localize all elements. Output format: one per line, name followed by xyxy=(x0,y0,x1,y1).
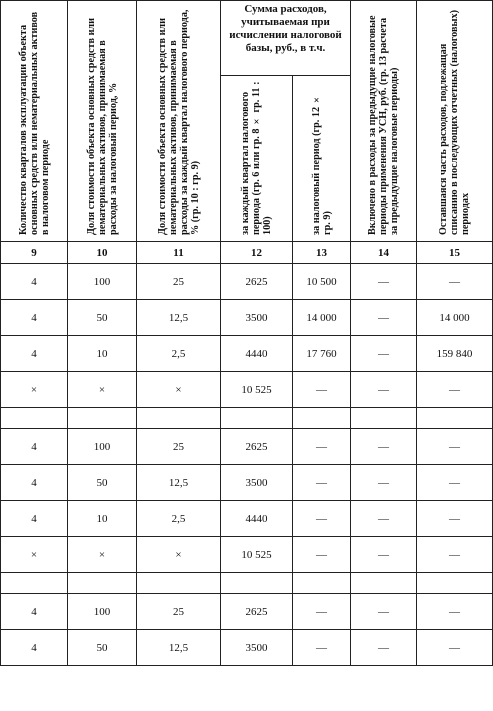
table-cell: 100 xyxy=(68,264,137,300)
table-cell: — xyxy=(351,372,417,408)
table-cell: 4 xyxy=(1,429,68,465)
table-cell: 100 xyxy=(68,594,137,630)
column-number: 13 xyxy=(293,242,351,264)
table-cell: 10 525 xyxy=(221,372,293,408)
table-cell: 3500 xyxy=(221,465,293,501)
column-number: 14 xyxy=(351,242,417,264)
header-col-9 xyxy=(1,1,68,242)
table-cell: 4 xyxy=(1,594,68,630)
header-col-15 xyxy=(417,1,493,242)
table-row xyxy=(1,594,493,630)
table-cell: 12,5 xyxy=(137,300,221,336)
table-cell: — xyxy=(351,465,417,501)
table-cell: 10 525 xyxy=(221,537,293,573)
header-col-11-text: Доля стоимости объекта основных средств или нематериальных активов, принимаемая в расходы за каждый квартал налогового периода, % (гр. 10 : гр. 9) xyxy=(156,9,201,235)
table-cell: — xyxy=(351,537,417,573)
table-cell: 25 xyxy=(137,594,221,630)
column-number-row xyxy=(1,242,493,264)
table-cell xyxy=(417,408,493,429)
header-col-14 xyxy=(351,1,417,242)
table-cell: 12,5 xyxy=(137,630,221,666)
table-cell xyxy=(293,408,351,429)
table-cell: 2625 xyxy=(221,429,293,465)
table-cell: 25 xyxy=(137,264,221,300)
table-cell: — xyxy=(293,630,351,666)
table-cell: — xyxy=(417,264,493,300)
table-cell: × xyxy=(68,537,137,573)
table-cell: — xyxy=(293,501,351,537)
column-number: 12 xyxy=(221,242,293,264)
table-cell xyxy=(1,408,68,429)
header-group-text: Сумма расходов, учитываемая при исчислении налоговой базы, руб., в т.ч. xyxy=(229,3,342,54)
table-cell: — xyxy=(417,501,493,537)
column-number: 11 xyxy=(137,242,221,264)
table-cell: 4 xyxy=(1,300,68,336)
table-cell: 10 500 xyxy=(293,264,351,300)
table-cell: — xyxy=(351,594,417,630)
table-cell: 10 xyxy=(68,501,137,537)
table-cell: × xyxy=(1,372,68,408)
table-cell: 159 840 xyxy=(417,336,493,372)
table-cell: — xyxy=(293,465,351,501)
table-row xyxy=(1,429,493,465)
table-cell: 50 xyxy=(68,630,137,666)
table-cell: — xyxy=(417,465,493,501)
table-cell: — xyxy=(417,594,493,630)
table-cell xyxy=(221,573,293,594)
table-body xyxy=(1,242,493,666)
table-cell: 4 xyxy=(1,630,68,666)
table-cell: — xyxy=(293,372,351,408)
table-cell: — xyxy=(417,630,493,666)
table-cell: 2625 xyxy=(221,264,293,300)
table-cell: × xyxy=(68,372,137,408)
table-cell xyxy=(293,573,351,594)
table-cell xyxy=(68,408,137,429)
table-cell: — xyxy=(351,300,417,336)
header-col-12-text: за каждый квартал налогового периода (гр. 6 или гр. 8 × гр. 11 : 100) xyxy=(240,81,273,235)
table-cell: 4 xyxy=(1,336,68,372)
table-cell: × xyxy=(137,537,221,573)
table-cell: — xyxy=(351,336,417,372)
table-row xyxy=(1,264,493,300)
table-cell: 100 xyxy=(68,429,137,465)
table-cell: × xyxy=(137,372,221,408)
table-row xyxy=(1,537,493,573)
table-row xyxy=(1,336,493,372)
header-group-expenses xyxy=(221,1,351,76)
table-cell xyxy=(137,573,221,594)
column-number: 10 xyxy=(68,242,137,264)
table-cell: 14 000 xyxy=(293,300,351,336)
table-cell: — xyxy=(351,429,417,465)
table-cell: — xyxy=(417,372,493,408)
table-cell: 4440 xyxy=(221,501,293,537)
table-cell: — xyxy=(417,429,493,465)
table-cell xyxy=(351,573,417,594)
table-cell xyxy=(351,408,417,429)
header-col-10 xyxy=(68,1,137,242)
table-cell: × xyxy=(1,537,68,573)
table-cell: 25 xyxy=(137,429,221,465)
separator-row xyxy=(1,573,493,594)
table-row xyxy=(1,630,493,666)
table-row xyxy=(1,300,493,336)
table-cell xyxy=(137,408,221,429)
column-number: 9 xyxy=(1,242,68,264)
table-cell: 12,5 xyxy=(137,465,221,501)
header-col-14-text: Включено в расходы за предыдущие налоговые периоды применения УСН, руб. (гр. 13 расчета за предыдущие налоговые периоды) xyxy=(367,15,401,235)
table-cell xyxy=(417,573,493,594)
table-cell: 2,5 xyxy=(137,336,221,372)
table-cell: — xyxy=(417,537,493,573)
table-cell: 4 xyxy=(1,264,68,300)
header-col-13 xyxy=(293,76,351,242)
table-cell xyxy=(1,573,68,594)
table-row xyxy=(1,465,493,501)
table-cell: 4 xyxy=(1,465,68,501)
table-row xyxy=(1,501,493,537)
table-cell: 14 000 xyxy=(417,300,493,336)
header-col-15-text: Оставшаяся часть расходов, подлежащая списанию в последующих отчетных (налоговых) периодах xyxy=(438,10,472,235)
table-cell: 2,5 xyxy=(137,501,221,537)
table-cell: 17 760 xyxy=(293,336,351,372)
table-cell: 10 xyxy=(68,336,137,372)
table-cell: 3500 xyxy=(221,300,293,336)
table-cell xyxy=(68,573,137,594)
table-cell: 50 xyxy=(68,465,137,501)
table-cell: 4 xyxy=(1,501,68,537)
table-cell: — xyxy=(351,630,417,666)
table-cell: — xyxy=(293,594,351,630)
table-cell: 4440 xyxy=(221,336,293,372)
table-cell: — xyxy=(293,537,351,573)
table-cell: — xyxy=(351,264,417,300)
header-col-10-text: Доля стоимости объекта основных средств или нематериальных активов, принимаемая в расходы за налоговый период, % xyxy=(85,17,119,235)
table-cell: 2625 xyxy=(221,594,293,630)
table-cell: — xyxy=(351,501,417,537)
column-number: 15 xyxy=(417,242,493,264)
table-row xyxy=(1,372,493,408)
table-cell: 50 xyxy=(68,300,137,336)
table-cell: 3500 xyxy=(221,630,293,666)
table-cell xyxy=(221,408,293,429)
header-col-9-text: Количество кварталов эксплуатации объекта основных средств или нематериальных активов в налоговом периоде xyxy=(17,11,51,235)
header-col-12 xyxy=(221,76,293,242)
separator-row xyxy=(1,408,493,429)
header-col-11 xyxy=(137,1,221,242)
table-cell: — xyxy=(293,429,351,465)
header-col-13-text: за налоговый период (гр. 12 × гр. 9) xyxy=(310,93,333,235)
